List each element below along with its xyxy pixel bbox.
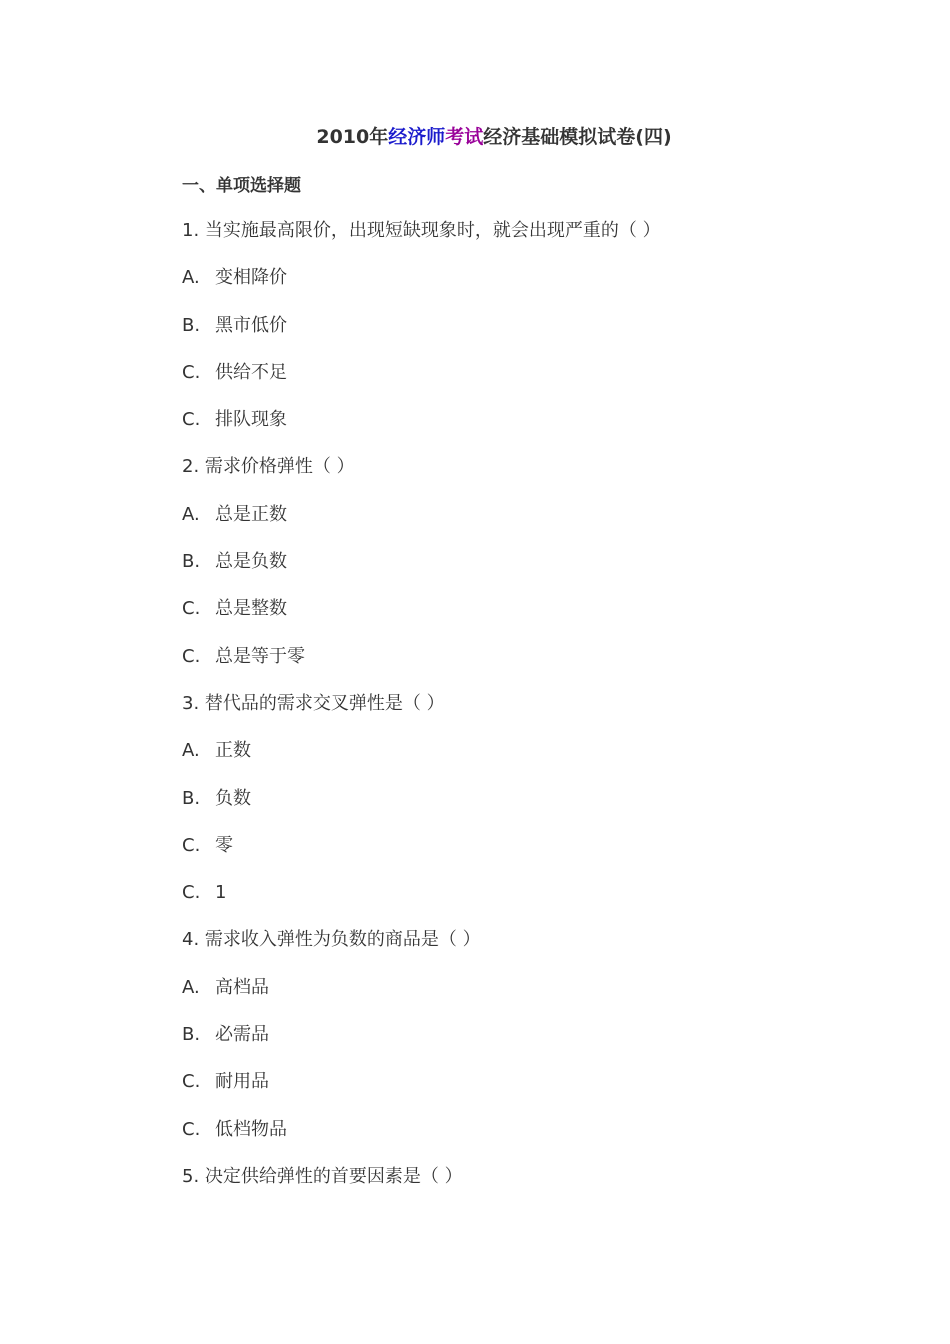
- option-letter: C.: [182, 882, 201, 904]
- option-letter: B.: [182, 1024, 201, 1046]
- option-letter: C.: [182, 409, 201, 431]
- title-part-2: 经济基础模拟试卷(四): [483, 126, 672, 148]
- question-list: [182, 219, 882, 1212]
- option-text: 必需品: [215, 1024, 269, 1046]
- option-line: [182, 976, 882, 1023]
- option-text: 1: [215, 882, 227, 904]
- option-line: [182, 597, 882, 644]
- question-text: 当实施最高限价，出现短缺现象时，就会出现严重的（ ）: [204, 220, 661, 241]
- title-link-economist[interactable]: 经济师: [388, 126, 446, 148]
- option-text: 排队现象: [215, 409, 287, 431]
- question-line: [182, 1165, 882, 1212]
- option-letter: C.: [182, 1071, 201, 1093]
- question-text: 替代品的需求交叉弹性是（ ）: [204, 692, 445, 714]
- section-heading: 一、单项选择题: [182, 176, 301, 196]
- question-line: [182, 692, 882, 739]
- option-line: [182, 1118, 882, 1165]
- option-text: 总是整数: [215, 598, 287, 620]
- option-letter: A.: [182, 503, 200, 525]
- option-text: 负数: [215, 787, 251, 809]
- question-number: 2.: [182, 456, 200, 478]
- option-text: 变相降价: [215, 267, 287, 289]
- option-letter: C.: [182, 834, 201, 856]
- question-number: 1.: [182, 220, 200, 241]
- question-number: 4.: [182, 929, 200, 951]
- page-title: [0, 124, 950, 150]
- option-letter: B.: [182, 314, 201, 336]
- option-text: 高档品: [215, 976, 269, 998]
- option-text: 黑市低价: [215, 314, 287, 336]
- title-part-1: 2010年: [316, 126, 389, 148]
- option-line: [182, 881, 882, 928]
- option-letter: A.: [182, 976, 200, 998]
- option-line: [182, 550, 882, 597]
- option-letter: A.: [182, 740, 200, 762]
- option-letter: C.: [182, 598, 201, 620]
- question-line: [182, 455, 882, 502]
- question-text: 需求价格弹性（ ）: [204, 456, 355, 478]
- option-text: 总是等于零: [215, 645, 305, 667]
- option-text: 正数: [215, 740, 251, 762]
- option-text: 供给不足: [215, 361, 287, 383]
- option-line: [182, 739, 882, 786]
- question-number: 3.: [182, 692, 200, 714]
- option-text: 低档物品: [215, 1118, 287, 1140]
- option-letter: A.: [182, 267, 200, 289]
- option-text: 总是正数: [215, 503, 287, 525]
- option-text: 零: [215, 834, 233, 856]
- question-line: [182, 928, 882, 975]
- option-line: [182, 834, 882, 881]
- option-line: [182, 361, 882, 408]
- question-line: [182, 219, 882, 266]
- option-letter: C.: [182, 645, 201, 667]
- option-line: [182, 645, 882, 692]
- option-line: [182, 408, 882, 455]
- option-text: 耐用品: [215, 1071, 269, 1093]
- option-text: 总是负数: [215, 551, 287, 573]
- option-letter: C.: [182, 1118, 201, 1140]
- option-line: [182, 314, 882, 361]
- option-line: [182, 503, 882, 550]
- title-link-exam[interactable]: 考试: [445, 126, 484, 148]
- option-line: [182, 1023, 882, 1070]
- option-line: [182, 1070, 882, 1117]
- option-line: [182, 266, 882, 313]
- option-line: [182, 787, 882, 834]
- option-letter: C.: [182, 361, 201, 383]
- option-letter: B.: [182, 551, 201, 573]
- question-text: 需求收入弹性为负数的商品是（ ）: [204, 929, 481, 951]
- question-number: 5.: [182, 1165, 200, 1187]
- question-text: 决定供给弹性的首要因素是（ ）: [204, 1165, 463, 1187]
- option-letter: B.: [182, 787, 201, 809]
